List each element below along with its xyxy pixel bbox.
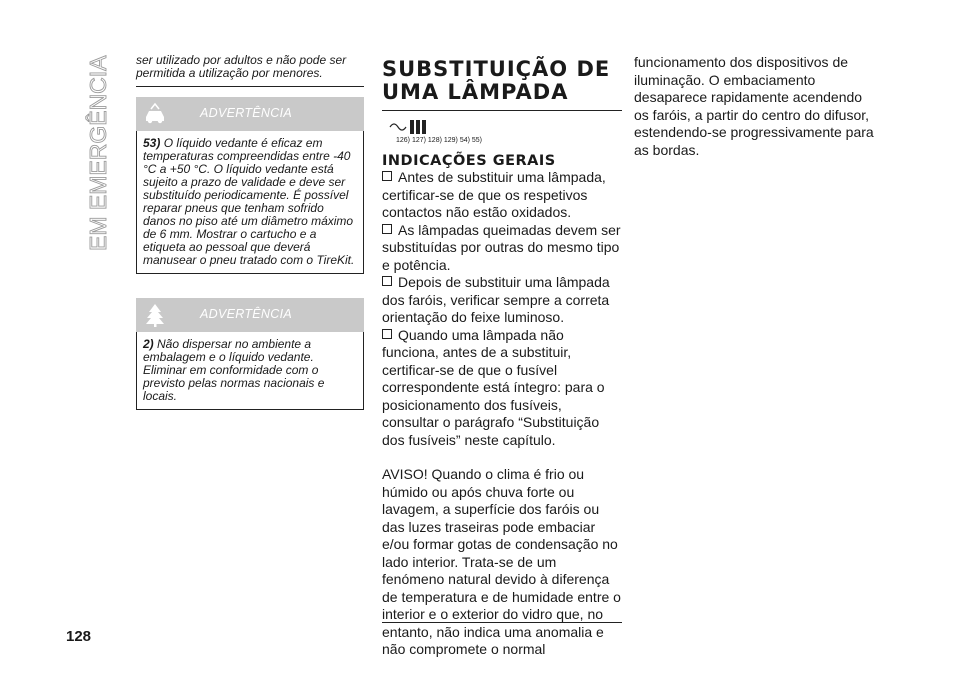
notice-paragraph: AVISO! Quando o clima é frio ou húmido ou após chuva forte ou lavagem, a superfície dos faróis ou das luzes traseiras pode embaciar e/ou formar gotas de condensação no lado interior. Trata-se de um fenómeno natural devido à diferença de temperatura e de humidade entre o interior e o exterior do vidro que, no entanto, não indica uma anomalia e não compromete o normal — [382, 466, 621, 657]
checkbox-bullet-icon — [382, 276, 392, 286]
list-item: Antes de substituir uma lâmpada, certificar-se de que os respetivos contactos não estão oxidados. — [382, 169, 606, 220]
section-title: SUBSTITUIÇÃO DE UMA LÂMPADA — [382, 58, 622, 111]
warning-text-2: Não dispersar no ambiente a embalagem e o líquido vedante. Eliminar em conformidade com o previsto pelas normas nacionais e locais. — [143, 337, 325, 403]
side-title-text: EM EMERGÊNCIA — [85, 55, 111, 251]
warning-number-1: 53) — [143, 136, 161, 150]
continuation-text: ser utilizado por adultos e não pode ser permitida a utilização por menores. — [136, 54, 364, 87]
continuation-paragraph: funcionamento dos dispositivos de iluminação. O embaciamento desaparece rapidamente acendendo os faróis, a partir do centro do difusor, estendendo-se progressivamente para as bordas. — [634, 54, 874, 158]
subsection-title: INDICAÇÕES GERAIS — [382, 153, 556, 169]
middle-column — [382, 54, 622, 657]
checkbox-bullet-icon — [382, 224, 392, 234]
right-column — [634, 54, 874, 159]
list-item: Depois de substituir uma lâmpada dos faróis, verificar sempre a correta orientação do feixe luminoso. — [382, 274, 610, 325]
tree-environment-icon — [142, 302, 168, 328]
warning-number-2: 2) — [143, 337, 154, 351]
left-column — [136, 54, 364, 410]
warning-body-2 — [136, 332, 364, 410]
car-warning-icon — [142, 101, 168, 127]
reference-notes — [382, 115, 622, 149]
checkbox-bullet-icon — [382, 329, 392, 339]
warning-header-2 — [136, 298, 364, 332]
warning-text-1: O líquido vedante é eficaz em temperaturas compreendidas entre -40 °C a +50 °C. O líquido vedante está sujeito a prazo de validade e deve ser substituído periodicamente. É possível reparar pneus que tenham sofrido danos no piso até um diâmetro máximo de 6 mm. Mostrar o cartucho e a etiqueta ao pessoal que deverá manusear o pneu tratado com o TireKit. — [143, 136, 355, 267]
page-number: 128 — [66, 628, 92, 645]
section-side-title — [84, 46, 114, 256]
checkbox-bullet-icon — [382, 171, 392, 181]
list-item: As lâmpadas queimadas devem ser substituídas por outras do mesmo tipo e potência. — [382, 221, 621, 273]
warning-heading-2: ADVERTÊNCIA — [200, 307, 292, 321]
warning-body-1 — [136, 131, 364, 274]
reference-numbers: 126) 127) 128) 129) 54) 55) — [396, 137, 482, 144]
list-item: Quando uma lâmpada não funciona, antes de a substituir, certificar-se de que o fusível correspondente está íntegro: para o posicionamento dos fusíveis, consultar o parágrafo “Substituição dos fusíveis” neste capítulo. — [382, 326, 605, 448]
bulb-icon — [388, 117, 432, 137]
warning-header-1 — [136, 97, 364, 131]
warning-heading-1: ADVERTÊNCIA — [200, 106, 292, 120]
